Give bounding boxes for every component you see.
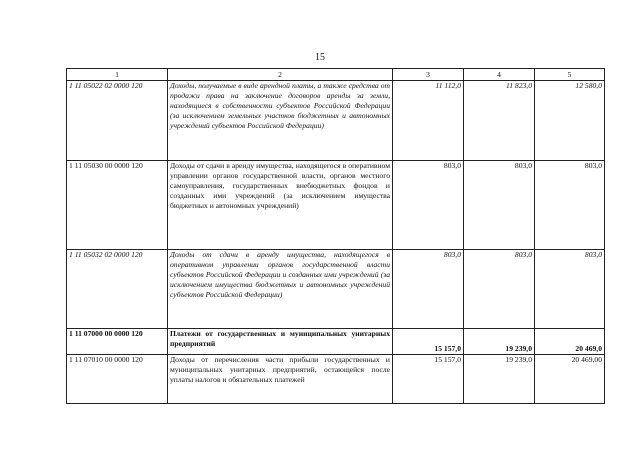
value-col3-cell: 15 157,0 — [393, 355, 464, 404]
budget-code-cell: 1 11 05030 00 0000 120 — [67, 161, 168, 250]
page-number: 15 — [315, 52, 325, 63]
table-header-row — [67, 69, 605, 81]
value-col5-cell: 803,0 — [535, 250, 605, 329]
column-header-5: 5 — [535, 69, 605, 81]
description-cell: Доходы от сдачи в аренду имущества, находящегося в оперативном управлении органов государственной власти субъектов Российской Федерации и созданных ими учреждений (за исключением имущества бюджетных и автономных учреждений субъектов Российской Федерации) — [168, 250, 393, 329]
value-col3-cell: 15 157,0 — [393, 329, 464, 355]
value-col5-cell: 803,0 — [535, 161, 605, 250]
description-cell: Доходы от перечисления части прибыли государственных и муниципальных унитарных предприятий, остающейся после уплаты налогов и обязательных платежей — [168, 355, 393, 404]
revenue-table — [66, 68, 605, 404]
value-col5-cell: 20 469,00 — [535, 355, 605, 404]
value-col3-cell: 11 112,0 — [393, 81, 464, 161]
table-row — [67, 355, 605, 404]
budget-code-cell: 1 11 07010 00 0000 120 — [67, 355, 168, 404]
table-row — [67, 81, 605, 161]
value-col5-cell: 20 469,0 — [535, 329, 605, 355]
description-cell: Доходы, получаемые в виде арендной платы, а также средства от продажи права на заключение договоров аренды за земли, находящиеся в собственности субъектов Российской Федерации (за исключением земельных участков бюджетных и автономных учреждений субъектов Российской Федерации) — [168, 81, 393, 161]
column-header-1: 1 — [67, 69, 168, 81]
value-col3-cell: 803,0 — [393, 250, 464, 329]
budget-code-cell: 1 11 05022 02 0000 120 — [67, 81, 168, 161]
column-header-4: 4 — [464, 69, 535, 81]
table-row — [67, 329, 605, 355]
table-row — [67, 161, 605, 250]
value-col4-cell: 11 823,0 — [464, 81, 535, 161]
value-col3-cell: 803,0 — [393, 161, 464, 250]
column-header-2: 2 — [168, 69, 393, 81]
description-cell: Доходы от сдачи в аренду имущества, находящегося в оперативном управлении органов государственной власти, органов местного самоуправления, государственных внебюджетных фондов и созданных ими учреждений (за исключением имущества бюджетных и автономных учреждений) — [168, 161, 393, 250]
description-cell: Платежи от государственных и муниципальных унитарных предприятий — [168, 329, 393, 355]
value-col4-cell: 803,0 — [464, 161, 535, 250]
value-col5-cell: 12 580,0 — [535, 81, 605, 161]
column-header-3: 3 — [393, 69, 464, 81]
value-col4-cell: 803,0 — [464, 250, 535, 329]
budget-code-cell: 1 11 07000 00 0000 120 — [67, 329, 168, 355]
budget-code-cell: 1 11 05032 02 0000 120 — [67, 250, 168, 329]
value-col4-cell: 19 239,0 — [464, 329, 535, 355]
value-col4-cell: 19 239,0 — [464, 355, 535, 404]
table-row — [67, 250, 605, 329]
